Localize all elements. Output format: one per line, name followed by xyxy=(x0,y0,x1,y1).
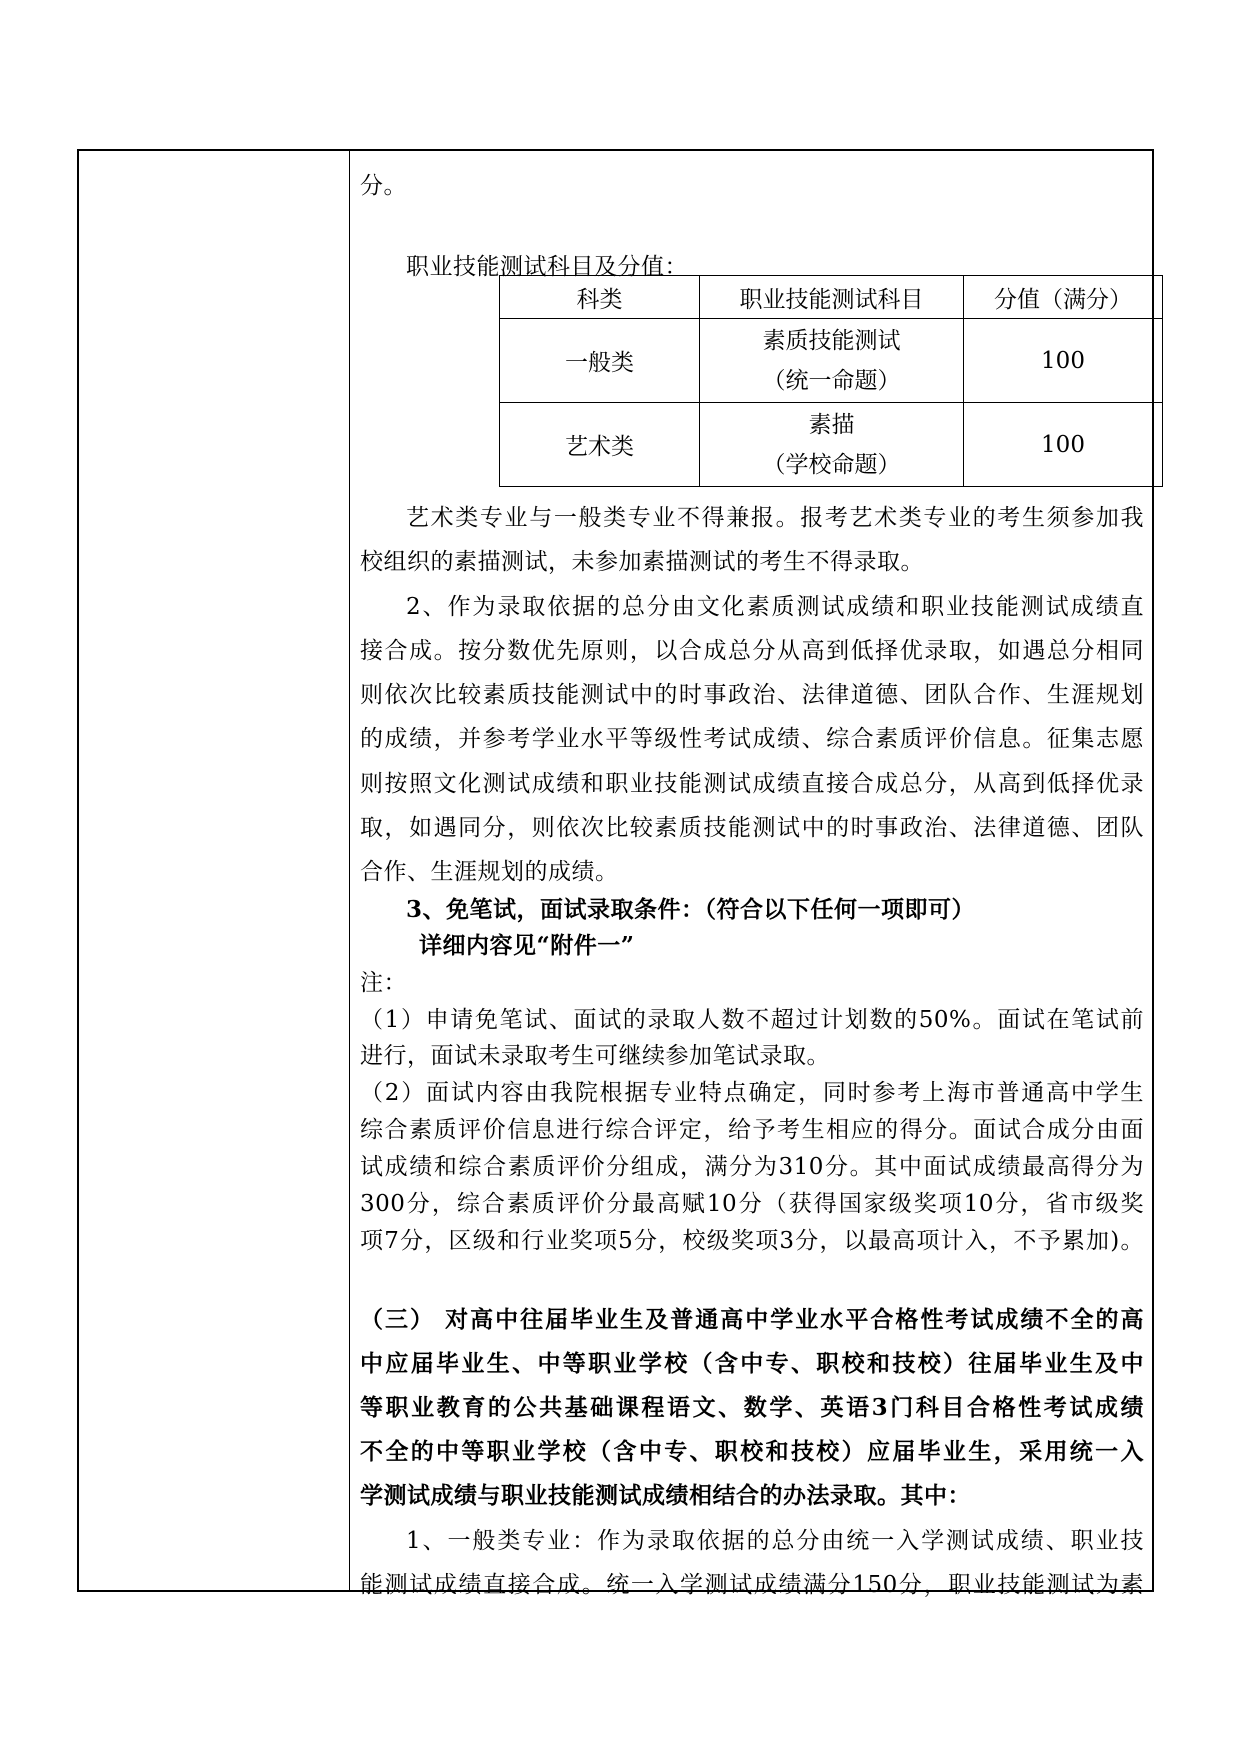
note-line: （2）面试内容由我院根据专业特点确定，同时参考上海市普通高中学生 xyxy=(360,1080,1144,1106)
paragraph-line: 能测试成绩直接合成。统一入学测试成绩满分150分，职业技能测试为素 xyxy=(360,1572,1144,1598)
note-line: 试成绩和综合素质评价分组成，满分为310分。其中面试成绩最高得分为 xyxy=(360,1154,1144,1180)
section-line: 学测试成绩与职业技能测试成绩相结合的办法录取。其中： xyxy=(360,1482,971,1509)
note-line: 综合素质评价信息进行综合评定，给予考生相应的得分。面试合成分由面 xyxy=(360,1117,1144,1143)
note-line: 进行，面试未录取考生可继续参加笔试录取。 xyxy=(360,1043,830,1069)
section-line: 中应届毕业生、中等职业学校（含中专、职校和技校）往届毕业生及中 xyxy=(360,1350,1144,1377)
row-subject xyxy=(700,319,964,403)
paragraph-line: 则按照文化测试成绩和职业技能测试成绩直接合成总分，从高到低择优录 xyxy=(360,771,1144,797)
section-line: 不全的中等职业学校（含中专、职校和技校）应届毕业生，采用统一入 xyxy=(360,1438,1144,1465)
paragraph-line: 1、一般类专业：作为录取依据的总分由统一入学测试成绩、职业技 xyxy=(406,1528,1144,1554)
paragraph-line: 的成绩，并参考学业水平等级性考试成绩、综合素质评价信息。征集志愿 xyxy=(360,726,1144,752)
header-subject: 职业技能测试科目 xyxy=(700,276,964,319)
note-line: （1）申请免笔试、面试的录取人数不超过计划数的50%。面试在笔试前 xyxy=(360,1007,1144,1033)
note-label: 注： xyxy=(360,970,407,996)
row-subject-line2: （学校命题） xyxy=(762,451,901,478)
paragraph-line: 取，如遇同分，则依次比较素质技能测试中的时事政治、法律道德、团队 xyxy=(360,815,1144,841)
heading-3-sub: 详细内容见“附件一” xyxy=(419,932,635,959)
table-header-row xyxy=(500,276,1163,319)
intro-tail: 分。 xyxy=(360,173,407,199)
paragraph-line: 接合成。按分数优先原则，以合成总分从高到低择优录取，如遇总分相同 xyxy=(360,638,1144,664)
row-category: 艺术类 xyxy=(500,403,700,487)
subjects-table xyxy=(499,275,1163,487)
content-cell xyxy=(360,151,1144,1598)
paragraph-line: 校组织的素描测试，未参加素描测试的考生不得录取。 xyxy=(360,549,924,575)
paragraph-line: 合作、生涯规划的成绩。 xyxy=(360,859,619,885)
header-score: 分值（满分） xyxy=(964,276,1163,319)
row-subject-line1: 素质技能测试 xyxy=(762,327,901,354)
section-line: （三） 对高中往届毕业生及普通高中学业水平合格性考试成绩不全的高 xyxy=(360,1306,1144,1333)
row-subject-line1: 素描 xyxy=(808,411,855,438)
row-subject-line2: （统一命题） xyxy=(762,367,901,394)
table-title: 职业技能测试科目及分值： xyxy=(406,254,688,280)
table-row xyxy=(500,403,1163,487)
table-row xyxy=(500,319,1163,403)
row-score: 100 xyxy=(964,403,1163,487)
row-score: 100 xyxy=(964,319,1163,403)
paragraph-line: 2、作为录取依据的总分由文化素质测试成绩和职业技能测试成绩直 xyxy=(406,594,1144,620)
heading-3: 3、免笔试，面试录取条件：（符合以下任何一项即可） xyxy=(406,896,976,923)
note-line: 项7分，区级和行业奖项5分，校级奖项3分，以最高项计入，不予累加)。 xyxy=(360,1228,1144,1254)
note-line: 300分，综合素质评价分最高赋10分（获得国家级奖项10分，省市级奖 xyxy=(360,1191,1144,1217)
document-table-frame xyxy=(77,149,1154,1598)
paragraph-line: 则依次比较素质技能测试中的时事政治、法律道德、团队合作、生涯规划 xyxy=(360,682,1144,708)
row-category: 一般类 xyxy=(500,319,700,403)
section-line: 等职业教育的公共基础课程语文、数学、英语3门科目合格性考试成绩 xyxy=(360,1394,1144,1421)
left-column-cell xyxy=(79,151,350,1590)
header-category: 科类 xyxy=(500,276,700,319)
row-subject xyxy=(700,403,964,487)
paragraph-line: 艺术类专业与一般类专业不得兼报。报考艺术类专业的考生须参加我 xyxy=(406,505,1144,531)
